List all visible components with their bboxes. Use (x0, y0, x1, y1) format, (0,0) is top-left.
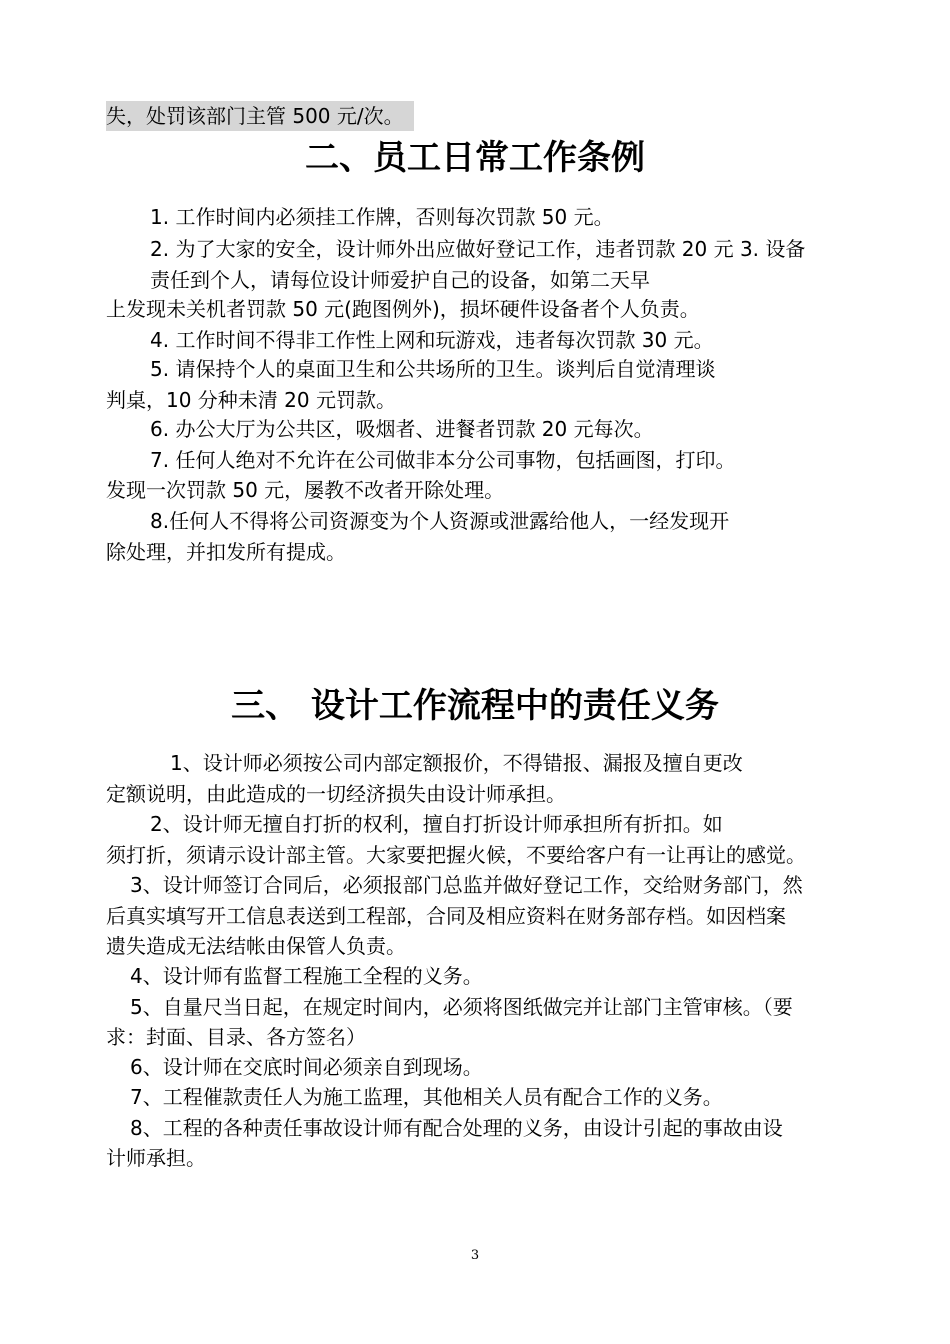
section-2-line: 6. 办公大厅为公共区，吸烟者、进餐者罚款 20 元每次。 (150, 417, 654, 441)
section-2-title: 二、员工日常工作条例 (305, 138, 645, 178)
carryover-text: 失，处罚该部门主管 500 元/次。 (106, 101, 414, 131)
section-2-line: 上发现未关机者罚款 50 元(跑图例外)，损坏硬件设备者个人负责。 (106, 297, 700, 321)
section-2-line: 1. 工作时间内必须挂工作牌，否则每次罚款 50 元。 (150, 205, 614, 229)
section-2-line: 5. 请保持个人的桌面卫生和公共场所的卫生。谈判后自觉清理谈 (150, 357, 716, 381)
section-3-line: 1、设计师必须按公司内部定额报价，不得错报、漏报及擅自更改 (170, 751, 743, 775)
page-number: 3 (470, 1248, 480, 1263)
section-2-line: 7. 任何人绝对不允许在公司做非本分公司事物，包括画图，打印。 (150, 448, 736, 472)
section-3-title: 三、 设计工作流程中的责任义务 (231, 686, 719, 726)
section-2-line: 责任到个人，请每位设计师爱护自己的设备，如第二天早 (150, 268, 650, 292)
section-3-line: 6、设计师在交底时间必须亲自到现场。 (130, 1055, 483, 1079)
section-3-line: 4、设计师有监督工程施工全程的义务。 (130, 964, 483, 988)
section-3-line: 定额说明，由此造成的一切经济损失由设计师承担。 (106, 782, 566, 806)
section-2-line: 8.任何人不得将公司资源变为个人资源或泄露给他人，一经发现开 (150, 509, 730, 533)
section-2-line: 4. 工作时间不得非工作性上网和玩游戏，违者每次罚款 30 元。 (150, 328, 714, 352)
section-2-line: 除处理，并扣发所有提成。 (106, 540, 346, 564)
section-3-line: 5、自量尺当日起，在规定时间内，必须将图纸做完并让部门主管审核。（要 (130, 995, 793, 1019)
section-3-line: 2、设计师无擅自打折的权利，擅自打折设计师承担所有折扣。如 (150, 812, 723, 836)
section-2-line: 发现一次罚款 50 元，屡教不改者开除处理。 (106, 478, 505, 502)
section-3-line: 3、设计师签订合同后，必须报部门总监并做好登记工作，交给财务部门，然 (130, 873, 803, 897)
section-2-line: 判桌，10 分种未清 20 元罚款。 (106, 388, 396, 412)
section-3-line: 7、工程催款责任人为施工监理，其他相关人员有配合工作的义务。 (130, 1085, 723, 1109)
section-3-line: 须打折，须请示设计部主管。大家要把握火候，不要给客户有一让再让的感觉。 (106, 843, 806, 867)
section-3-line: 计师承担。 (106, 1146, 206, 1170)
section-3-line: 后真实填写开工信息表送到工程部，合同及相应资料在财务部存档。如因档案 (106, 904, 786, 928)
section-3-line: 8、工程的各种责任事故设计师有配合处理的义务，由设计引起的事故由设 (130, 1116, 783, 1140)
section-3-line: 遗失造成无法结帐由保管人负责。 (106, 934, 406, 958)
section-2-line: 2. 为了大家的安全，设计师外出应做好登记工作，违者罚款 20 元 3. 设备 (150, 237, 806, 261)
section-3-line: 求：封面、目录、各方签名） (106, 1025, 366, 1049)
